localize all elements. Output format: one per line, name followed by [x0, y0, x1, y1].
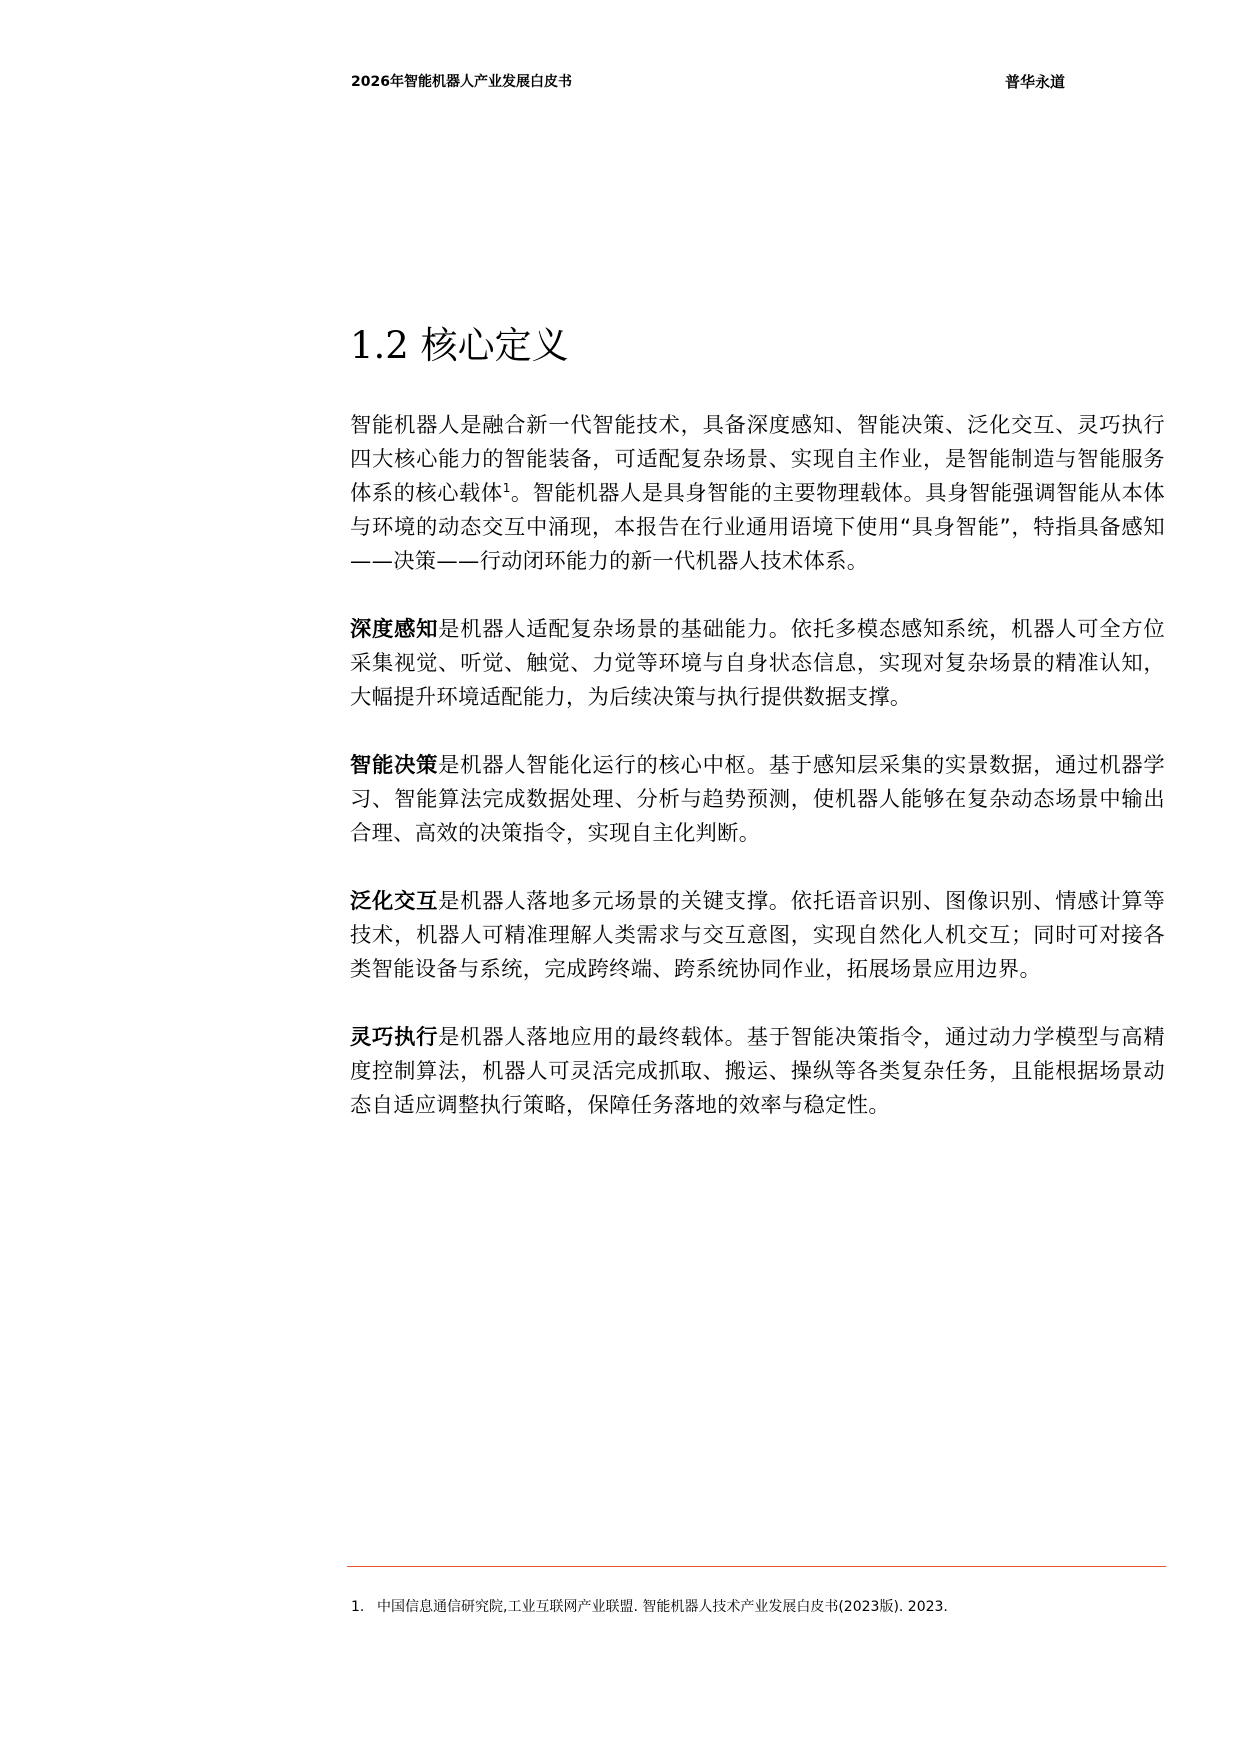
term-intelligent-decision: 智能决策: [350, 753, 439, 778]
footnote-reference[interactable]: 1: [502, 480, 511, 495]
header-brand: 普华永道: [1005, 73, 1066, 91]
footnote-item: [351, 1597, 948, 1617]
paragraph-text-continued: 。智能机器人是具身智能的主要物理载体。具身智能强调智能从本体与环境的动态交互中涌现，本报告在行业通用语境下使用“具身智能”，特指具备感知——决策——行动闭环能力的新一代机器人技术体系。: [350, 481, 1165, 574]
term-deep-perception: 深度感知: [350, 617, 439, 642]
body-text: [350, 409, 1165, 1157]
paragraph-deep-perception: [350, 613, 1165, 715]
paragraph-generalized-interaction: [350, 885, 1165, 987]
paragraph-intelligent-decision: [350, 749, 1165, 851]
paragraph-text: 是机器人适配复杂场景的基础能力。依托多模态感知系统，机器人可全方位采集视觉、听觉、触觉、力觉等环境与自身状态信息，实现对复杂场景的精准认知，大幅提升环境适配能力，为后续决策与执行提供数据支撑。: [350, 617, 1165, 710]
section-title: 1.2 核心定义: [350, 324, 569, 367]
term-dexterous-execution: 灵巧执行: [350, 1025, 439, 1050]
paragraph-definition: [350, 409, 1165, 579]
paragraph-text: 智能机器人是融合新一代智能技术，具备深度感知、智能决策、泛化交互、灵巧执行四大核心能力的智能装备，可适配复杂场景、实现自主作业，是智能制造与智能服务体系的核心载体: [350, 413, 1165, 506]
paragraph-text: 是机器人智能化运行的核心中枢。基于感知层采集的实景数据，通过机器学习、智能算法完成数据处理、分析与趋势预测，使机器人能够在复杂动态场景中输出合理、高效的决策指令，实现自主化判断。: [350, 753, 1165, 846]
header-title: 2026年智能机器人产业发展白皮书: [351, 74, 572, 90]
term-generalized-interaction: 泛化交互: [350, 889, 439, 914]
footnote-number: 1.: [351, 1599, 365, 1615]
footnote-text: 中国信息通信研究院,工业互联网产业联盟. 智能机器人技术产业发展白皮书(2023版). 2023.: [377, 1599, 948, 1615]
paragraph-dexterous-execution: [350, 1021, 1165, 1123]
paragraph-text: 是机器人落地多元场景的关键支撑。依托语音识别、图像识别、情感计算等技术，机器人可精准理解人类需求与交互意图，实现自然化人机交互；同时可对接各类智能设备与系统，完成跨终端、跨系统协同作业，拓展场景应用边界。: [350, 889, 1165, 982]
paragraph-text: 是机器人落地应用的最终载体。基于智能决策指令，通过动力学模型与高精度控制算法，机器人可灵活完成抓取、搬运、操纵等各类复杂任务，且能根据场景动态自适应调整执行策略，保障任务落地的效率与稳定性。: [350, 1025, 1165, 1118]
footnote-divider: [347, 1566, 1166, 1567]
